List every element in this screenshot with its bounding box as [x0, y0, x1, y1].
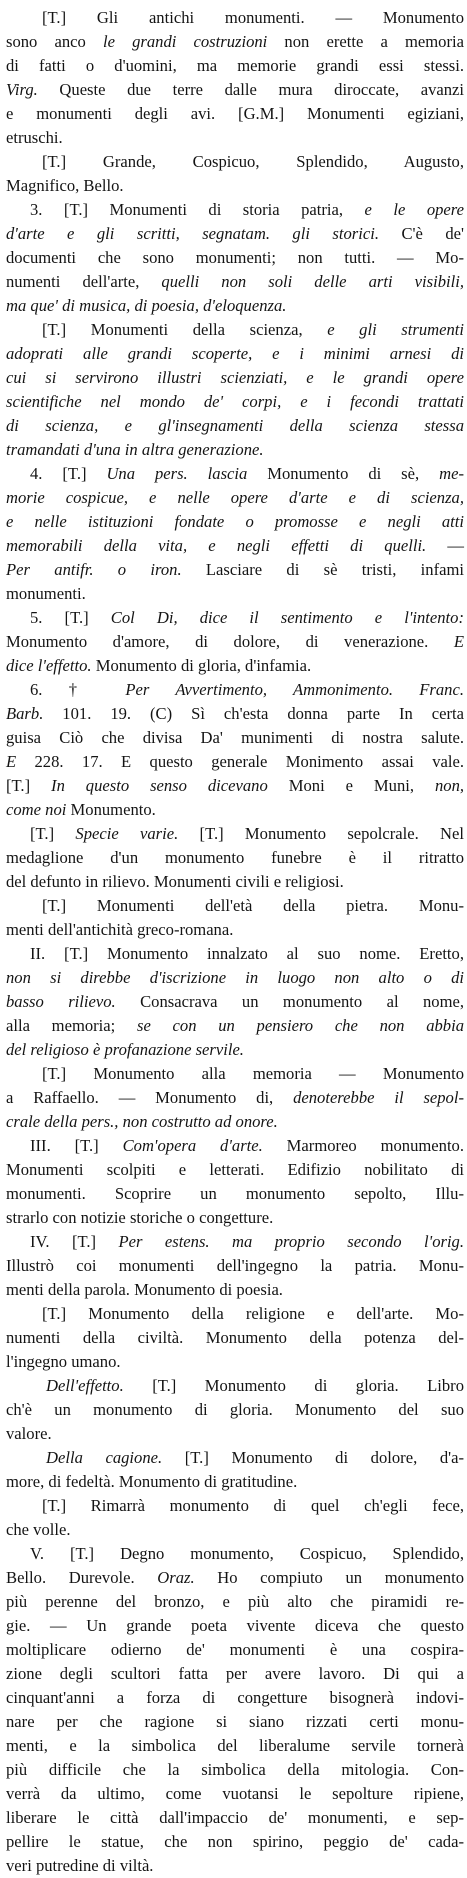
- italic-text: Com'opera d'arte.: [122, 1136, 263, 1155]
- text-segment: di fatti o d'uomini, ma memorie grandi essi stessi.: [6, 56, 464, 75]
- text-line: [6, 246, 464, 270]
- text-segment: cinquant'anni a forza di congetture bisognerà indovi-: [6, 1688, 464, 1707]
- italic-text: morie cospicue, e nelle opere d'arte e di scienza,: [6, 488, 464, 507]
- italic-text: Col Di, dice il sentimento e l'intento:: [110, 608, 464, 627]
- text-line: [6, 798, 464, 822]
- italic-text: del religioso è profanazione servile.: [6, 1040, 244, 1059]
- text-line: [6, 630, 464, 654]
- text-line: [6, 222, 464, 246]
- text-line: [6, 1566, 464, 1590]
- text-segment: Monumento d'amore, di dolore, di venerazione.: [6, 632, 454, 651]
- text-segment: alla memoria;: [6, 1016, 137, 1035]
- italic-text: denoterebbe il sepol-: [293, 1088, 464, 1107]
- text-line: [6, 6, 464, 30]
- text-segment: III. [T.]: [30, 1136, 123, 1155]
- text-segment: pellire le statue, che non spirino, peggio de' cada-: [6, 1832, 464, 1851]
- text-segment: menti dell'antichità greco-romana.: [6, 920, 234, 939]
- text-segment: Illustrò coi monumenti dell'ingegno la patria. Monu-: [6, 1256, 464, 1275]
- text-segment: del defunto in rilievo. Monumenti civili e religiosi.: [6, 872, 344, 891]
- text-segment: [T.] Rimarrà monumento di quel ch'egli fece,: [42, 1496, 464, 1515]
- text-line: [6, 1062, 464, 1086]
- italic-text: crale della pers., non costrutto ad onore.: [6, 1112, 278, 1131]
- text-segment: non erette a memoria: [267, 32, 464, 51]
- text-segment: [T.] Monumento di gloria. Libro: [123, 1376, 464, 1395]
- text-segment: veri putredine di viltà.: [6, 1856, 154, 1875]
- text-line: [6, 1806, 464, 1830]
- text-line: [6, 198, 464, 222]
- italic-text: e le opere: [364, 200, 464, 219]
- text-line: [6, 702, 464, 726]
- text-line: [6, 942, 464, 966]
- text-line: [6, 1782, 464, 1806]
- text-segment: sono anco: [6, 32, 103, 51]
- text-segment: etruschi.: [6, 128, 63, 147]
- italic-text: le grandi costruzioni: [102, 32, 268, 51]
- text-line: [6, 1206, 464, 1230]
- text-line: [6, 1614, 464, 1638]
- italic-text: Virg.: [6, 80, 38, 99]
- text-line: [6, 294, 464, 318]
- text-segment: Monumenti scolpiti e letterati. Edifizio nobilitato di: [6, 1160, 464, 1179]
- text-segment: [T.] Monumento di dolore, d'a-: [162, 1448, 465, 1467]
- text-segment: numenti della civiltà. Monumento della potenza del-: [6, 1328, 464, 1347]
- text-line: [6, 102, 464, 126]
- text-line: [6, 1662, 464, 1686]
- italic-text: tramandati d'una in altra generazione.: [6, 440, 264, 459]
- text-line: [6, 534, 464, 558]
- text-line: [6, 1134, 464, 1158]
- text-line: [6, 1350, 464, 1374]
- text-segment: menti della parola. Monumento di poesia.: [6, 1280, 283, 1299]
- text-line: [6, 78, 464, 102]
- italic-text: Barb.: [6, 704, 44, 723]
- italic-text: E: [6, 752, 17, 771]
- text-segment: valore.: [6, 1424, 52, 1443]
- text-segment: Lasciare di sè tristi, infami: [181, 560, 464, 579]
- text-line: [6, 1278, 464, 1302]
- italic-text: basso rilievo.: [6, 992, 116, 1011]
- text-line: [6, 126, 464, 150]
- text-line: [6, 990, 464, 1014]
- text-line: [6, 174, 464, 198]
- text-line: [6, 1182, 464, 1206]
- text-line: [6, 1230, 464, 1254]
- italic-text: Specie varie.: [75, 824, 179, 843]
- text-line: [6, 486, 464, 510]
- text-segment: more, di fedeltà. Monumento di gratitudine.: [6, 1472, 298, 1491]
- text-line: [6, 1302, 464, 1326]
- text-segment: Consacrava un monumento al nome,: [115, 992, 464, 1011]
- italic-text: Per antifr. o iron.: [6, 560, 182, 579]
- text-line: [6, 1326, 464, 1350]
- text-segment: l'ingegno umano.: [6, 1352, 121, 1371]
- text-line: [6, 558, 464, 582]
- italic-text: Dell'effetto.: [46, 1376, 124, 1395]
- text-line: [6, 1590, 464, 1614]
- text-line: [6, 1446, 464, 1470]
- text-segment: più perenne del bronzo, e più alto che piramidi re-: [6, 1592, 464, 1611]
- text-segment: documenti che sono monumenti; non tutti. — Mo-: [6, 248, 464, 267]
- text-line: [6, 1254, 464, 1278]
- text-segment: Marmoreo monumento.: [262, 1136, 464, 1155]
- text-line: [6, 1830, 464, 1854]
- text-line: [6, 510, 464, 534]
- text-segment: [T.] Monumenti dell'età della pietra. Monu-: [42, 896, 464, 915]
- text-segment: 3. [T.] Monumenti di storia patria,: [30, 200, 365, 219]
- text-segment: Monumento.: [66, 800, 156, 819]
- italic-text: d'arte e gli scritti, segnatam. gli storici.: [6, 224, 379, 243]
- text-segment: strarlo con notizie storiche o congetture.: [6, 1208, 274, 1227]
- text-segment: liberare le città dall'impaccio de' monumenti, e sep-: [6, 1808, 464, 1827]
- text-segment: numenti dell'arte,: [6, 272, 162, 291]
- text-segment: [T.] Monumento della religione e dell'arte. Mo-: [42, 1304, 464, 1323]
- italic-text: e nelle istituzioni fondate o promosse e negli atti: [6, 512, 464, 531]
- text-line: [6, 414, 464, 438]
- text-line: [6, 1494, 464, 1518]
- text-line: [6, 150, 464, 174]
- italic-text: adoprati alle grandi scoperte, e i minimi arnesi di: [6, 344, 464, 363]
- text-line: [6, 822, 464, 846]
- text-line: [6, 1710, 464, 1734]
- text-line: [6, 270, 464, 294]
- text-segment: gie. — Un grande poeta vivente diceva che questo: [6, 1616, 464, 1635]
- text-segment: nare per che ragione si siano rizzati certi monu-: [6, 1712, 464, 1731]
- text-line: [6, 1422, 464, 1446]
- text-segment: 5. [T.]: [30, 608, 111, 627]
- text-line: [6, 918, 464, 942]
- text-line: [6, 1374, 464, 1398]
- italic-text: Della cagione.: [46, 1448, 163, 1467]
- italic-text: Per estens. ma proprio secondo l'orig.: [118, 1232, 465, 1251]
- text-segment: menti, e la simbolica del liberalume servile tornerà: [6, 1736, 464, 1755]
- italic-text: quelli non soli delle arti visibili,: [161, 272, 464, 291]
- text-line: [6, 1758, 464, 1782]
- text-segment: 4. [T.]: [30, 464, 107, 483]
- text-segment: [T.] Monumenti della scienza,: [42, 320, 328, 339]
- italic-text: di scienza, e gl'insegnamenti della scienza stessa: [6, 416, 464, 435]
- italic-text: Una pers. lascia: [106, 464, 248, 483]
- text-segment: [T.] Gli antichi monumenti. — Monumento: [42, 8, 464, 27]
- text-line: [6, 462, 464, 486]
- text-segment: verrà da ultimo, come vuotansi le sepolture ripiene,: [6, 1784, 464, 1803]
- italic-text: e gli strumenti: [327, 320, 464, 339]
- text-segment: Ho compiuto un monumento: [194, 1568, 464, 1587]
- text-line: [6, 1638, 464, 1662]
- italic-text: cui si servirono illustri scienziati, e le grandi opere: [6, 368, 464, 387]
- text-segment: 228. 17. E questo generale Monimento assai vale.: [16, 752, 464, 771]
- text-segment: ch'è un monumento di gloria. Monumento del suo: [6, 1400, 464, 1419]
- text-segment: [T.]: [6, 776, 52, 795]
- text-line: [6, 1686, 464, 1710]
- text-line: [6, 606, 464, 630]
- text-line: [6, 1734, 464, 1758]
- text-segment: IV. [T.]: [30, 1232, 119, 1251]
- text-segment: —: [426, 536, 464, 555]
- text-segment: Monumento di gloria, d'infamia.: [91, 656, 312, 675]
- text-segment: zione degli scultori fatta per avere lavoro. Di qui a: [6, 1664, 464, 1683]
- text-segment: a Raffaello. — Monumento di,: [6, 1088, 294, 1107]
- text-segment: [T.] Monumento alla memoria — Monumento: [42, 1064, 464, 1083]
- text-line: [6, 342, 464, 366]
- text-segment: 101. 19. (C) Sì ch'esta donna parte In certa: [43, 704, 464, 723]
- italic-text: In questo senso dicevano: [51, 776, 268, 795]
- text-segment: Monumento di sè,: [247, 464, 440, 483]
- text-line: [6, 966, 464, 990]
- text-line: [6, 318, 464, 342]
- text-line: [6, 30, 464, 54]
- text-segment: II. [T.] Monumento innalzato al suo nome. Eretto,: [30, 944, 464, 963]
- text-segment: Moni e Muni,: [267, 776, 435, 795]
- text-line: [6, 1542, 464, 1566]
- text-line: [6, 366, 464, 390]
- text-line: [6, 870, 464, 894]
- text-line: [6, 654, 464, 678]
- text-line: [6, 1086, 464, 1110]
- italic-text: dice l'effetto.: [6, 656, 92, 675]
- text-segment: guisa Ciò che divisa Da' munimenti di nostra salute.: [6, 728, 464, 747]
- text-line: [6, 1470, 464, 1494]
- text-segment: [T.] Monumento sepolcrale. Nel: [178, 824, 464, 843]
- italic-text: come noi: [6, 800, 67, 819]
- text-line: [6, 390, 464, 414]
- text-segment: Magnifico, Bello.: [6, 176, 124, 195]
- text-segment: [T.] Grande, Cospicuo, Splendido, Augusto,: [42, 152, 464, 171]
- italic-text: scientifiche nel mondo de' corpi, e i fecondi trattati: [6, 392, 464, 411]
- italic-text: Oraz.: [157, 1568, 195, 1587]
- italic-text: non si direbbe d'iscrizione in luogo non alto o di: [6, 968, 464, 987]
- text-segment: che volle.: [6, 1520, 71, 1539]
- text-line: [6, 1110, 464, 1134]
- text-line: [6, 1518, 464, 1542]
- italic-text: Per Avvertimento, Ammonimento. Franc.: [125, 680, 464, 699]
- text-segment: moltiplicare odierno de' monumenti è una cospira-: [6, 1640, 464, 1659]
- text-line: [6, 1398, 464, 1422]
- italic-text: me-: [439, 464, 464, 483]
- text-segment: V. [T.] Degno monumento, Cospicuo, Splendido,: [30, 1544, 464, 1563]
- text-line: [6, 54, 464, 78]
- text-segment: [T.]: [30, 824, 76, 843]
- text-line: [6, 846, 464, 870]
- text-segment: Queste due terre dalle mura diroccate, avanzi: [37, 80, 464, 99]
- text-segment: monumenti. Scoprire un monumento sepolto, Illu-: [6, 1184, 464, 1203]
- text-segment: 6. †: [30, 680, 126, 699]
- text-segment: Bello. Durevole.: [6, 1568, 158, 1587]
- text-line: [6, 726, 464, 750]
- italic-text: memorabili della vita, e negli effetti di quelli.: [6, 536, 427, 555]
- text-line: [6, 1038, 464, 1062]
- text-segment: e monumenti degli avi. [G.M.] Monumenti egiziani,: [6, 104, 464, 123]
- text-line: [6, 1014, 464, 1038]
- text-line: [6, 582, 464, 606]
- text-line: [6, 678, 464, 702]
- text-line: [6, 438, 464, 462]
- text-segment: monumenti.: [6, 584, 86, 603]
- italic-text: se con un pensiero che non abbia: [137, 1016, 464, 1035]
- text-line: [6, 1158, 464, 1182]
- text-segment: più difficile che la simbolica della mitologia. Con-: [6, 1760, 464, 1779]
- italic-text: E: [453, 632, 464, 651]
- text-line: [6, 750, 464, 774]
- italic-text: non,: [434, 776, 465, 795]
- italic-text: ma que' di musica, di poesia, d'eloquenza.: [6, 296, 287, 315]
- text-line: [6, 1854, 464, 1878]
- text-line: [6, 774, 464, 798]
- text-segment: C'è de': [378, 224, 465, 243]
- text-line: [6, 894, 464, 918]
- text-segment: medaglione d'un monumento funebre è il ritratto: [6, 848, 464, 867]
